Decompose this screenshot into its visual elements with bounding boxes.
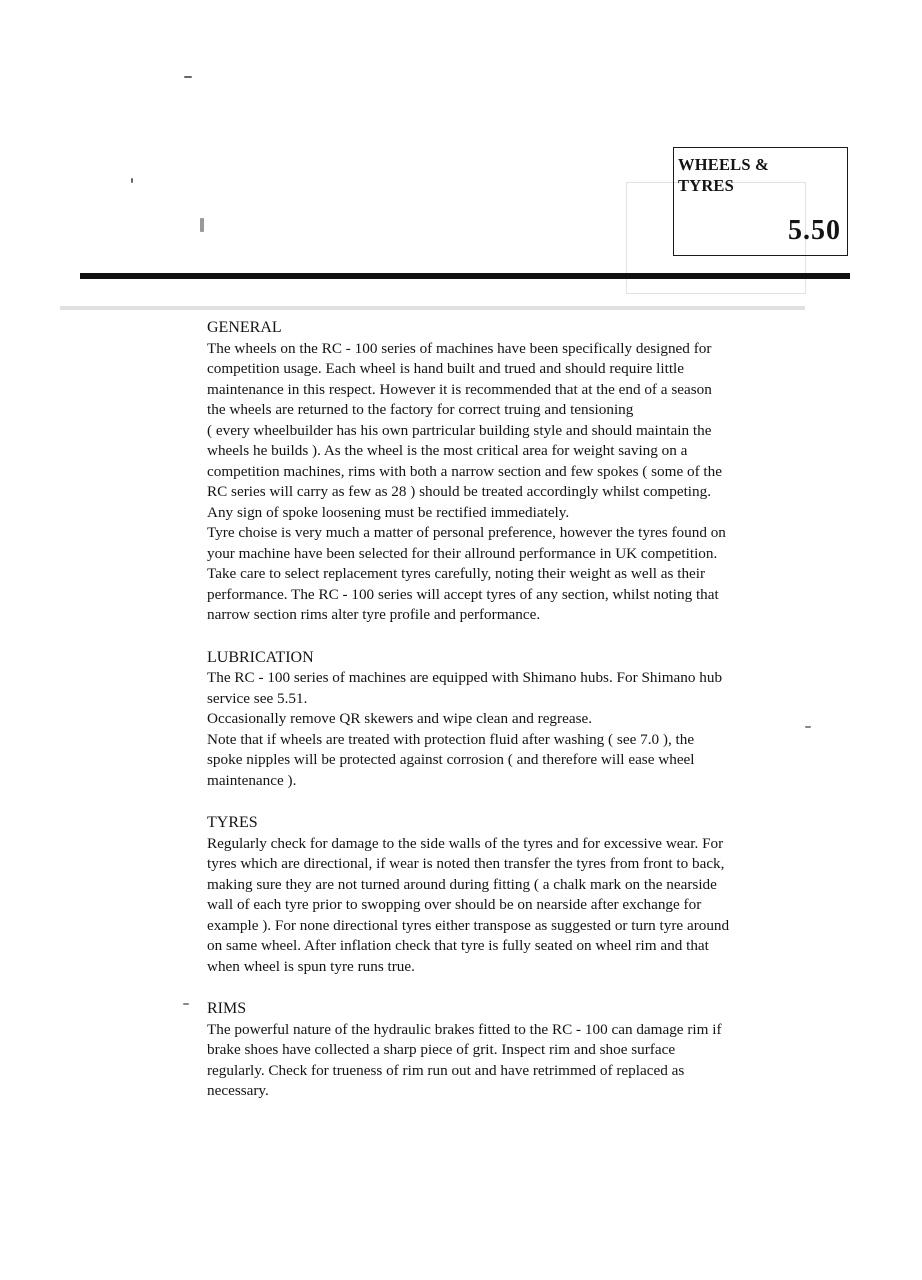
scan-speck	[200, 218, 204, 232]
scan-speck	[183, 1003, 189, 1005]
paragraph: Tyre choise is very much a matter of personal preference, however the tyres found on your machine have been selected for their allround performance in UK competition. Take care to select replacement tyres carefully, noting their weight as well as their performance. The RC - 100 series will accept tyres of any section, whilst noting that narrow section rims alter tyre profile and performance.	[207, 524, 726, 623]
scan-speck	[184, 76, 192, 78]
paragraph: Regularly check for damage to the side walls of the tyres and for excessive wear. For tyres which are directional, if wear is noted then transfer the tyres from front to back, making sure they are not turned around during fitting ( a chalk mark on the nearside wall of each tyre prior to swopping over should be on nearside after exchange for example ). For none directional tyres either transpose as suggested or turn tyre around on same wheel. After inflation check that tyre is fully seated on wheel rim and that when wheel is spun tyre runs true.	[207, 834, 730, 975]
section-heading: RIMS	[207, 1000, 247, 1017]
paragraph: The powerful nature of the hydraulic brakes fitted to the RC - 100 can damage rim if brake shoes have collected a sharp piece of grit. Inspect rim and shoe surface regularly. Check for trueness of rim run out and have retrimmed of replaced as necessary.	[207, 1020, 722, 1099]
scan-speck	[805, 726, 811, 728]
paragraph: The RC - 100 series of machines are equipped with Shimano hubs. For Shimano hub service see 5.51.	[207, 669, 723, 707]
paragraph: The wheels on the RC - 100 series of machines have been specifically designed for competition usage. Each wheel is hand built and trued and should require little maintenance in this respect. However it is recommended that at the end of a season the wheels are returned to the factory for correct truing and tensioning	[207, 339, 712, 418]
paragraph: ( every wheelbuilder has his own partricular building style and should maintain the wheels he builds ). As the wheel is the most critical area for weight saving on a competition machines, rims with both a narrow section and few spokes ( some of the RC series will carry as few as 28 ) should be treated accordingly whilst competing. Any sign of spoke loosening must be rectified immediately.	[207, 421, 722, 521]
section-title: WHEELS & TYRES	[678, 155, 769, 195]
section-lubrication	[207, 648, 732, 792]
section-number: 5.50	[788, 215, 841, 246]
section-general	[207, 318, 732, 626]
section-heading: GENERAL	[207, 319, 282, 336]
section-tyres	[207, 813, 732, 977]
section-rims	[207, 999, 732, 1102]
scan-speck	[131, 178, 133, 183]
section-header-box	[673, 147, 848, 256]
header-rule	[80, 273, 850, 279]
document-body	[207, 318, 732, 1124]
faint-rule	[60, 306, 805, 310]
paragraph: Note that if wheels are treated with protection fluid after washing ( see 7.0 ), the spoke nipples will be protected against corrosion ( and therefore will ease wheel maintenance ).	[207, 730, 695, 789]
section-heading: TYRES	[207, 814, 258, 831]
paragraph: Occasionally remove QR skewers and wipe clean and regrease.	[207, 710, 593, 727]
section-heading: LUBRICATION	[207, 648, 314, 666]
